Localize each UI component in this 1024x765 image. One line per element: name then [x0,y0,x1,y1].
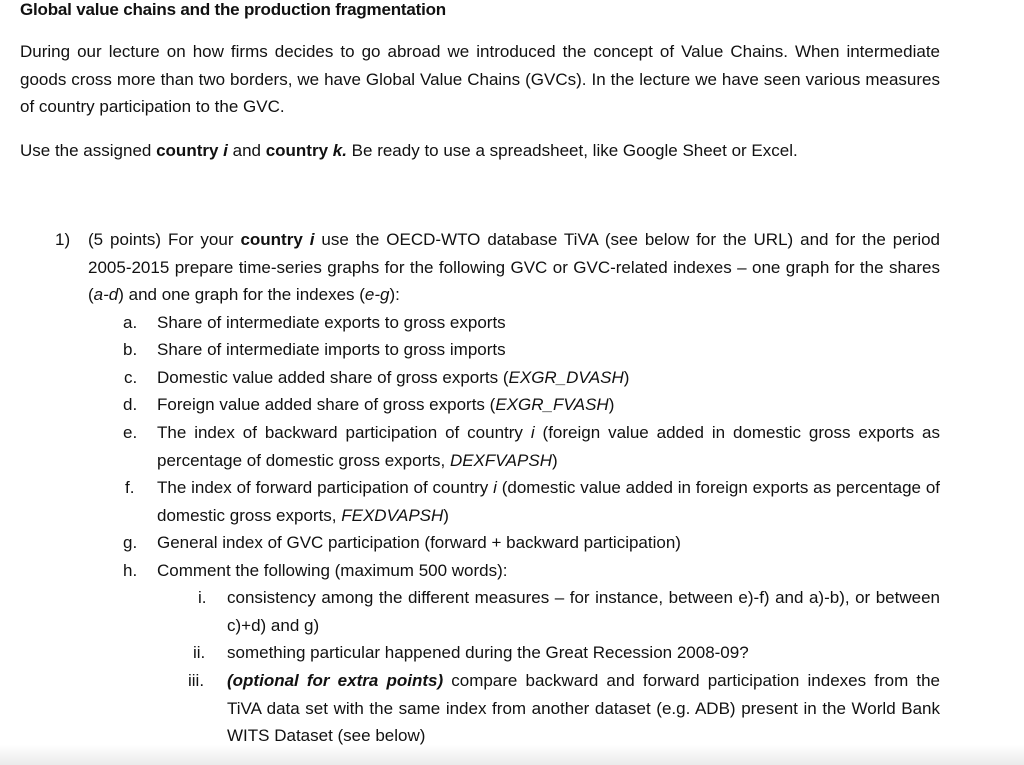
subitem-i: consistency among the different measures – for instance, between e)-f) and a)-b), or between c)+d) and g) [227,588,940,635]
item-marker-f: f. [125,478,135,497]
item-g: General index of GVC participation (forward + backward participation) [157,533,681,552]
item-marker-d: d. [123,395,138,414]
subitem-ii: something particular happened during the Great Recession 2008-09? [227,643,749,662]
country-i-ref: country i [240,230,315,249]
optional-label: (optional for extra points) [227,671,444,690]
item-c: Domestic value added share of gross exports (EXGR_DVASH) [157,368,630,387]
bottom-fade [0,745,1024,765]
item-marker-b: b. [123,340,138,359]
subitem-marker-iii: iii. [188,671,205,690]
country-k-label: country k. [265,141,347,160]
item-marker-h: h. [123,561,138,580]
question-text: (5 points) For your country i use the OECD-WTO database TiVA (see below for the URL) and for the period 2005-2015 prepare time-series graphs for the following GVC or GVC-related indexes – one graph for the shares (a-d) and one graph for the indexes (e-g): [88,230,941,304]
item-h: Comment the following (maximum 500 words): [157,561,508,580]
question-number: 1) [55,230,71,249]
item-d: Foreign value added share of gross exports (EXGR_FVASH) [157,395,615,414]
item-a: Share of intermediate exports to gross exports [157,313,506,332]
subitem-marker-ii: ii. [193,643,206,662]
document-title: Global value chains and the production fragmentation [20,0,446,19]
instruction-paragraph: Use the assigned country i and country k. Be ready to use a spreadsheet, like Google Sheet or Excel. [20,141,798,160]
subitem-iii: (optional for extra points) compare backward and forward participation indexes from the TiVA data set with the same index from another dataset (e.g. ADB) present in the World Bank WITS Dataset (see below) [227,671,940,745]
item-marker-g: g. [123,533,138,552]
intro-paragraph: During our lecture on how firms decides to go abroad we introduced the concept of Value Chains. When intermediate goods cross more than two borders, we have Global Value Chains (GVCs). In the lecture we have seen various measures of country participation to the GVC. [20,42,940,116]
item-f: The index of forward participation of country i (domestic value added in foreign exports as percentage of domestic gross exports, FEXDVAPSH) [157,478,940,525]
item-marker-c: c. [124,368,138,387]
item-marker-e: e. [123,423,138,442]
item-b: Share of intermediate imports to gross imports [157,340,506,359]
country-i-label: country i [156,141,228,160]
subitem-marker-i: i. [198,588,207,607]
item-marker-a: a. [123,313,138,332]
item-e: The index of backward participation of country i (foreign value added in domestic gross exports as percentage of domestic gross exports, DEXFVAPSH) [157,423,940,470]
instruction-text: Use the assigned [20,141,157,160]
